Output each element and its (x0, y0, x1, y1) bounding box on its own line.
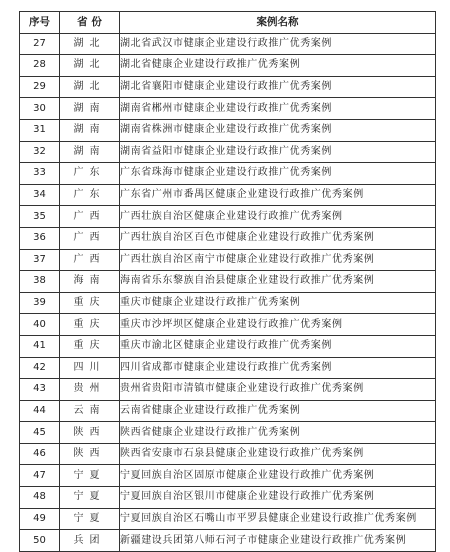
case-name-cell: 广东省广州市番禺区健康企业建设行政推广优秀案例 (120, 184, 436, 206)
serial-number-cell: 37 (20, 249, 60, 271)
serial-number-cell: 45 (20, 422, 60, 444)
table-header (20, 12, 436, 34)
province-cell: 重庆 (60, 292, 120, 314)
case-name-cell: 重庆市渝北区健康企业建设行政推广优秀案例 (120, 335, 436, 357)
serial-number-cell: 31 (20, 119, 60, 141)
case-name-cell: 云南省健康企业建设行政推广优秀案例 (120, 400, 436, 422)
case-name-cell: 海南省乐东黎族自治县健康企业建设行政推广优秀案例 (120, 271, 436, 293)
case-name-cell: 湖南省株洲市健康企业建设行政推广优秀案例 (120, 119, 436, 141)
province-cell: 宁夏 (60, 487, 120, 509)
case-name-cell: 广东省珠海市健康企业建设行政推广优秀案例 (120, 163, 436, 185)
table-row (20, 119, 436, 141)
province-cell: 陕西 (60, 422, 120, 444)
province-cell: 湖北 (60, 76, 120, 98)
serial-number-cell: 33 (20, 163, 60, 185)
table-row (20, 271, 436, 293)
table-row (20, 55, 436, 77)
table-row (20, 422, 436, 444)
table-row (20, 227, 436, 249)
serial-number-cell: 38 (20, 271, 60, 293)
serial-number-cell: 44 (20, 400, 60, 422)
province-cell: 广东 (60, 163, 120, 185)
table-row (20, 33, 436, 55)
case-name-cell: 湖北省健康企业建设行政推广优秀案例 (120, 55, 436, 77)
province-cell: 贵州 (60, 379, 120, 401)
header-row (20, 12, 436, 34)
serial-number-cell: 48 (20, 487, 60, 509)
serial-number-cell: 36 (20, 227, 60, 249)
serial-number-cell: 29 (20, 76, 60, 98)
table-row (20, 357, 436, 379)
serial-number-cell: 47 (20, 465, 60, 487)
serial-number-cell: 39 (20, 292, 60, 314)
case-name-cell: 湖北省襄阳市健康企业建设行政推广优秀案例 (120, 76, 436, 98)
serial-number-cell: 43 (20, 379, 60, 401)
case-name-cell: 陕西省安康市石泉县健康企业建设行政推广优秀案例 (120, 443, 436, 465)
case-name-cell: 宁夏回族自治区石嘴山市平罗县健康企业建设行政推广优秀案例 (120, 508, 436, 530)
table-row (20, 292, 436, 314)
serial-number-cell: 27 (20, 33, 60, 55)
table-body (20, 33, 436, 551)
case-name-cell: 广西壮族自治区南宁市健康企业建设行政推广优秀案例 (120, 249, 436, 271)
province-cell: 兵团 (60, 530, 120, 552)
case-name-cell: 湖南省益阳市健康企业建设行政推广优秀案例 (120, 141, 436, 163)
province-cell: 湖南 (60, 98, 120, 120)
serial-number-cell: 42 (20, 357, 60, 379)
province-cell: 海南 (60, 271, 120, 293)
province-cell: 广东 (60, 184, 120, 206)
table-row (20, 249, 436, 271)
case-name-cell: 陕西省健康企业建设行政推广优秀案例 (120, 422, 436, 444)
table-row (20, 314, 436, 336)
province-cell: 广西 (60, 206, 120, 228)
serial-number-cell: 32 (20, 141, 60, 163)
serial-number-cell: 46 (20, 443, 60, 465)
case-name-cell: 重庆市健康企业建设行政推广优秀案例 (120, 292, 436, 314)
serial-number-cell: 28 (20, 55, 60, 77)
table-row (20, 184, 436, 206)
province-cell: 湖南 (60, 119, 120, 141)
serial-number-cell: 40 (20, 314, 60, 336)
case-name-cell: 湖北省武汉市健康企业建设行政推广优秀案例 (120, 33, 436, 55)
case-name-cell: 宁夏回族自治区固原市健康企业建设行政推广优秀案例 (120, 465, 436, 487)
province-cell: 宁夏 (60, 465, 120, 487)
province-cell: 湖北 (60, 55, 120, 77)
case-name-cell: 新疆建设兵团第八师石河子市健康企业建设行政推广优秀案例 (120, 530, 436, 552)
table-row (20, 379, 436, 401)
serial-number-cell: 49 (20, 508, 60, 530)
header-case-name: 案例名称 (120, 12, 436, 34)
table-row (20, 163, 436, 185)
province-cell: 湖北 (60, 33, 120, 55)
case-name-cell: 贵州省贵阳市清镇市健康企业建设行政推广优秀案例 (120, 379, 436, 401)
case-name-cell: 广西壮族自治区百色市健康企业建设行政推广优秀案例 (120, 227, 436, 249)
table-row (20, 141, 436, 163)
province-cell: 重庆 (60, 314, 120, 336)
table-row (20, 465, 436, 487)
province-cell: 云南 (60, 400, 120, 422)
serial-number-cell: 35 (20, 206, 60, 228)
province-cell: 宁夏 (60, 508, 120, 530)
table-row (20, 400, 436, 422)
province-cell: 湖南 (60, 141, 120, 163)
case-name-cell: 重庆市沙坪坝区健康企业建设行政推广优秀案例 (120, 314, 436, 336)
case-name-cell: 四川省成都市健康企业建设行政推广优秀案例 (120, 357, 436, 379)
table-row (20, 76, 436, 98)
province-cell: 重庆 (60, 335, 120, 357)
table-row (20, 98, 436, 120)
case-table (19, 11, 436, 552)
header-province: 省 份 (60, 12, 120, 34)
province-cell: 四川 (60, 357, 120, 379)
table-row (20, 206, 436, 228)
serial-number-cell: 41 (20, 335, 60, 357)
table-row (20, 443, 436, 465)
table-row (20, 508, 436, 530)
province-cell: 陕西 (60, 443, 120, 465)
serial-number-cell: 50 (20, 530, 60, 552)
case-name-cell: 湖南省郴州市健康企业建设行政推广优秀案例 (120, 98, 436, 120)
header-serial-number: 序号 (20, 12, 60, 34)
serial-number-cell: 30 (20, 98, 60, 120)
table-row (20, 487, 436, 509)
case-name-cell: 广西壮族自治区健康企业建设行政推广优秀案例 (120, 206, 436, 228)
serial-number-cell: 34 (20, 184, 60, 206)
province-cell: 广西 (60, 249, 120, 271)
table-row (20, 335, 436, 357)
province-cell: 广西 (60, 227, 120, 249)
case-name-cell: 宁夏回族自治区银川市健康企业建设行政推广优秀案例 (120, 487, 436, 509)
